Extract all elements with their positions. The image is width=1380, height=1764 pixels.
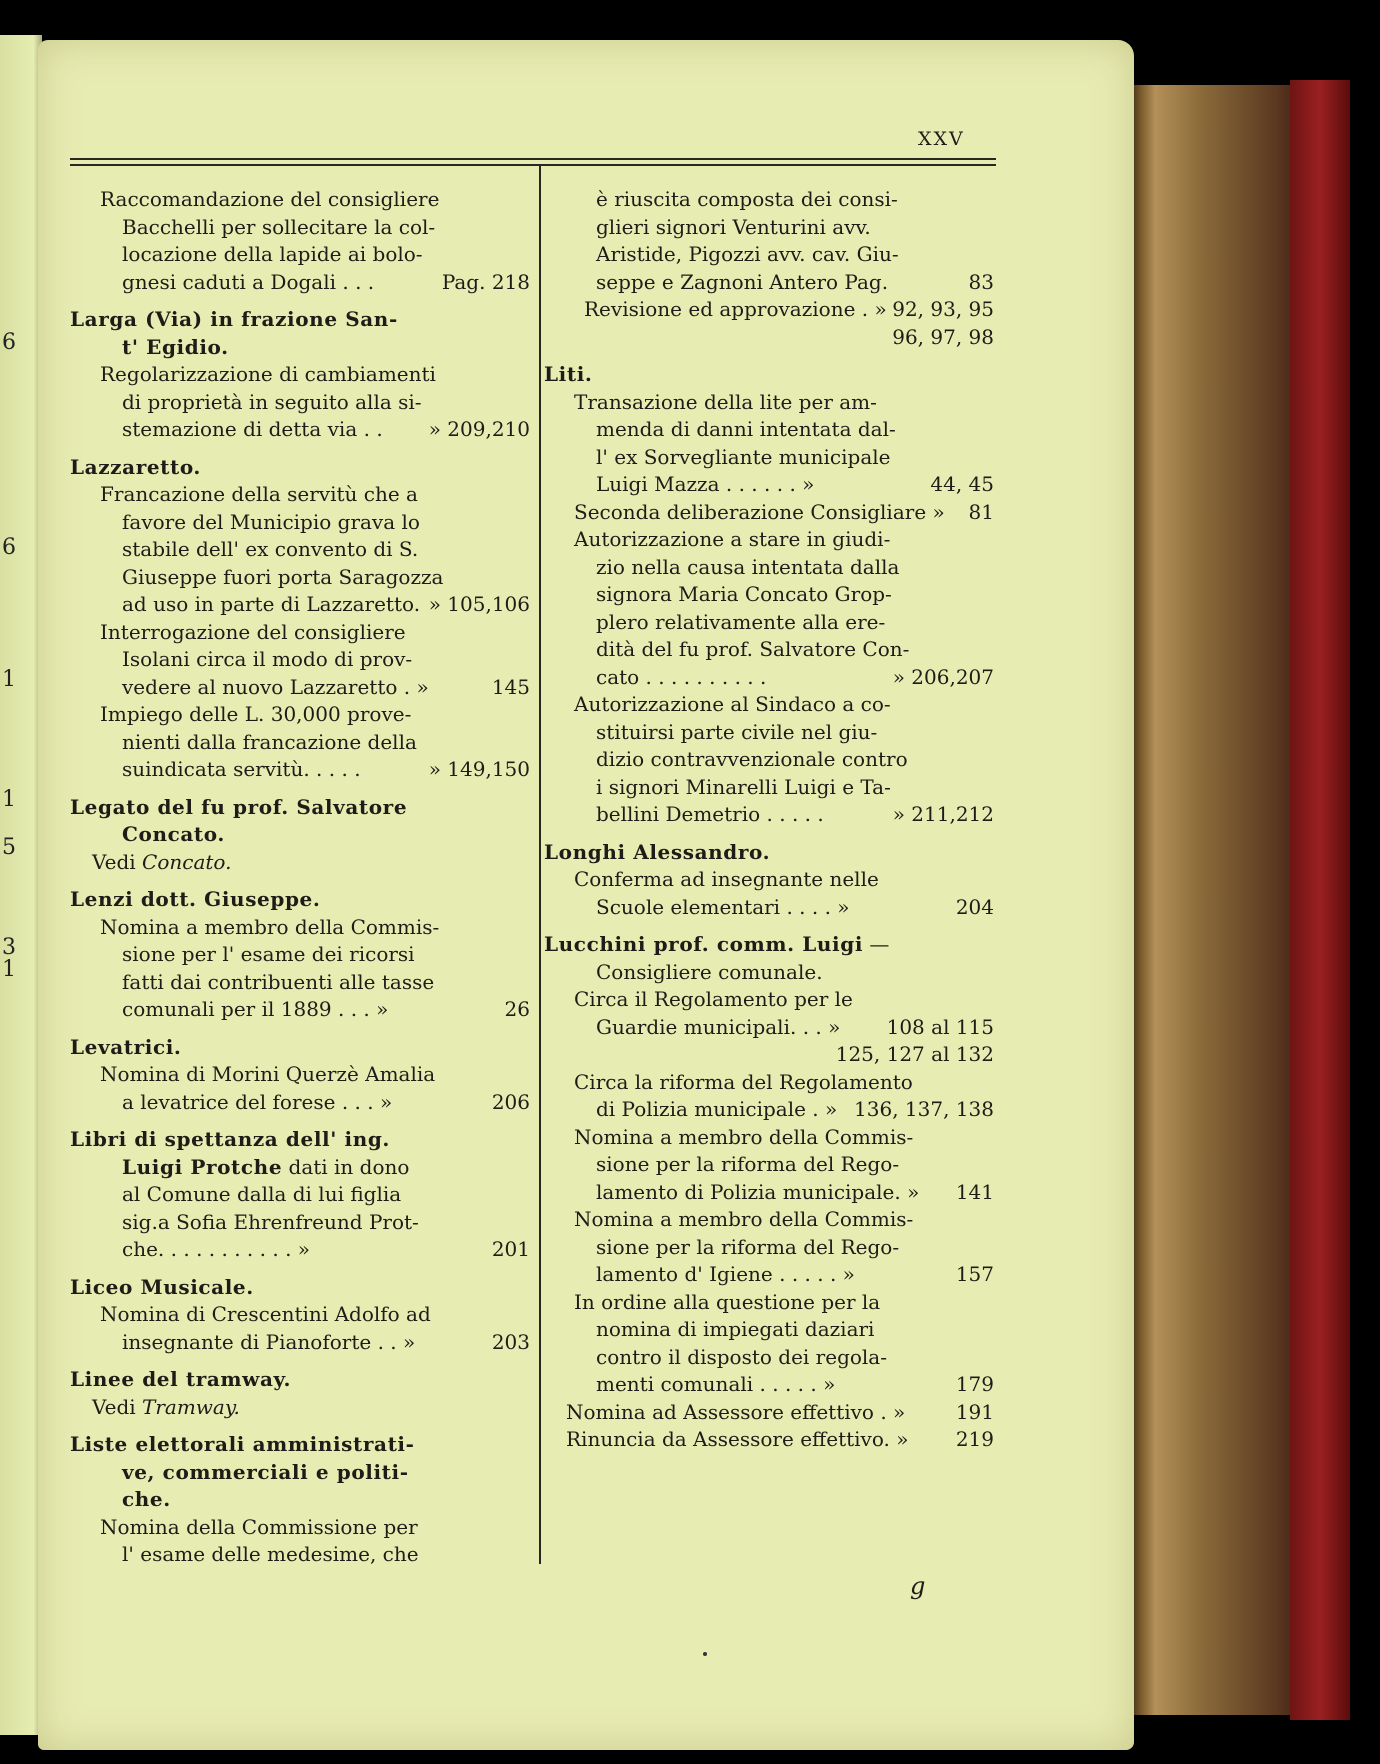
entry-line: dizio contravvenzionale contro [596,747,908,771]
entry-line: lamento d' Igiene . . . . . » [596,1262,855,1286]
entry-line: sione per la riforma del Rego- [596,1152,900,1176]
entry-line: stabile dell' ex convento di S. [122,537,419,561]
entry-line: insegnante di Pianoforte . . » [122,1329,416,1354]
entry-line: stemazione di detta via . . [122,417,383,441]
entry-line: al Comune dalla di lui figlia [122,1182,402,1206]
entry-heading: Lazzaretto. [70,454,201,479]
entry-line: Circa la riforma del Regolamento [574,1069,913,1094]
entry-line: seppe e Zagnoni Antero Pag. [596,269,889,294]
index-entry [70,306,530,444]
page-ref: 145 [491,674,530,699]
entry-line: che. . . . . . . . . . . » [122,1237,311,1261]
header-rule [70,158,996,160]
entry-line: di proprietà in seguito alla si- [122,389,422,414]
entry-line: Nomina a membro della Commis- [574,1207,914,1231]
entry-line: Interrogazione del consigliere [100,619,406,644]
entry-line: sione per l' esame dei ricorsi [122,942,415,966]
entry-line: Seconda deliberazione Consigliare » [574,499,945,524]
page-ref: 96, 97, 98 [892,324,994,349]
entry-line: glieri signori Venturini avv. [596,214,871,239]
entry-line: plero relativamente alla ere- [596,609,886,634]
entry-line: l' ex Sorvegliante municipale [596,444,891,469]
header-rule [70,164,996,166]
entry-line: contro il disposto dei regola- [596,1344,887,1369]
entry-line: Isolani circa il modo di prov- [122,647,413,671]
ink-spot [703,1652,707,1656]
entry-line: sig.a Sofia Ehrenfreund Prot- [122,1209,419,1234]
entry-line: sione per la riforma del Rego- [596,1234,900,1259]
entry-heading-line [70,1154,530,1182]
entry-line: Aristide, Pigozzi avv. cav. Giu- [596,242,899,266]
index-entry [70,1366,530,1421]
entry-line: di Polizia municipale . » [596,1097,838,1121]
entry-line: dità del fu prof. Salvatore Con- [596,637,910,661]
entry-line: Nomina a membro della Commis- [574,1124,914,1149]
book-edge [1290,80,1350,1720]
entry-line: Circa il Regolamento per le [574,987,853,1011]
entry-line: Nomina di Morini Querzè Amalia [100,1062,436,1086]
entry-line: signora Maria Concato Grop- [596,582,892,606]
index-entry [70,1274,530,1357]
page-ref: 141 [955,1179,994,1204]
page-ref: » 105,106 [428,592,530,616]
entry-heading: Libri di spettanza dell' ing. [70,1127,390,1151]
entry-line: Francazione della servitù che a [100,482,418,506]
see-reference [70,1394,530,1422]
index-entry [544,931,994,1454]
entry-line: Consigliere comunale. [596,959,823,984]
entry-line: suindicata servitù. . . . . [122,757,361,781]
page-ref: 179 [955,1372,994,1396]
page-ref: 136, 137, 138 [854,1097,994,1121]
entry-line: bellini Demetrio . . . . . [596,802,824,826]
entry-heading: Lenzi dott. Giuseppe. [70,887,321,911]
page-ref: 219 [955,1427,994,1451]
entry-line: i signori Minarelli Luigi e Ta- [596,774,891,799]
entry-heading: Longhi Alessandro. [544,839,771,864]
entry-line: menda di danni intentata dal- [596,417,896,441]
entry-line: Nomina della Commissione per [100,1514,418,1539]
entry-heading: Concato. [122,822,225,846]
entry-line: nomina di impiegati daziari [596,1317,875,1341]
page-ref: 204 [955,894,994,919]
entry-heading: Levatrici. [70,1034,182,1059]
index-entry [544,361,994,829]
book-binding [1130,85,1310,1715]
left-page-edge [0,35,42,1735]
entry-line: fatti dai contribuenti alle tasse [122,969,435,994]
entry-line: In ordine alla questione per la [574,1289,881,1314]
entry-line: lamento di Polizia municipale. » [596,1179,920,1204]
page-ref: 157 [955,1262,994,1286]
entry-line: Scuole elementari . . . . » [596,894,850,919]
entry-heading: Larga (Via) in frazione San- [70,307,398,331]
entry-line: Revisione ed approvazione . » [584,297,887,321]
entry-heading: Liti. [544,362,593,386]
entry-line: Nomina a membro della Commis- [100,914,440,939]
entry-line: comunali per il 1889 . . . » [122,997,389,1021]
page-ref: 81 [968,499,994,524]
entry-line: Nomina ad Assessore effettivo . » [566,1399,906,1424]
entry-heading: che. [122,1487,171,1511]
page-ref: 125, 127 al 132 [835,1042,994,1066]
entry-line: gnesi caduti a Dogali . . . [122,269,375,294]
entry-line: nienti dalla francazione della [122,729,417,754]
margin-digit: 1 [2,667,16,692]
index-entry [544,186,994,351]
page-ref: 191 [955,1399,994,1424]
index-entry [70,794,530,877]
page-ref: » 149,150 [428,757,530,781]
entry-line: Raccomandazione del consigliere [100,187,440,211]
page-ref: » 209,210 [428,417,530,441]
page-ref: 108 al 115 [886,1014,994,1039]
entry-line: Autorizzazione al Sindaco a co- [574,692,891,716]
index-entry [70,1034,530,1117]
entry-heading: t' Egidio. [122,334,229,359]
entry-line: vedere al nuovo Lazzaretto . » [122,674,429,699]
entry-line: locazione della lapide ai bolo- [122,242,423,266]
entry-heading: Liste elettorali amministrati- [70,1432,415,1456]
entry-line: stituirsi parte civile nel giu- [596,719,878,744]
see-label: Vedi [92,1394,136,1419]
entry-line: Regolarizzazione di cambiamenti [100,362,436,386]
see-target: Tramway. [142,1394,240,1419]
entry-line: Giuseppe fuori porta Saragozza [122,564,444,589]
index-entry [70,1431,530,1569]
entry-line: è riuscita composta dei consi- [596,187,898,211]
page-number: XXV [918,128,965,150]
margin-digit: 6 [2,330,16,355]
right-column [544,186,994,1464]
page-ref: 203 [491,1329,530,1354]
entry-line: Impiego delle L. 30,000 prove- [100,702,412,726]
see-reference [70,849,530,877]
see-target: Concato. [142,849,232,874]
entry-line: zio nella causa intentata dalla [596,554,900,579]
entry-line: Nomina di Crescentini Adolfo ad [100,1302,431,1326]
signature-mark: g [910,1572,926,1600]
margin-digit: 1 [2,787,16,812]
entry-heading: ve, commerciali e politi- [122,1459,409,1484]
entry-line: Conferma ad insegnante nelle [574,867,879,891]
index-entry [70,186,530,296]
entry-line: a levatrice del forese . . . » [122,1089,393,1114]
margin-digit: 1 [2,957,16,982]
entry-line: Guardie municipali. . . » [596,1014,841,1039]
entry-line: Transazione della lite per am- [574,389,877,414]
entry-line: menti comunali . . . . . » [596,1372,836,1396]
index-entry [70,1126,530,1264]
entry-line: cato . . . . . . . . . . [596,664,767,689]
entry-heading: Legato del fu prof. Salvatore [70,794,408,819]
entry-line: Luigi Mazza . . . . . . » [596,472,815,496]
entry-dash: — [863,932,890,956]
page-ref: 92, 93, 95 [892,297,994,321]
entry-heading: Lucchini prof. comm. Luigi [544,932,864,956]
entry-heading: Linee del tramway. [70,1367,292,1391]
page-ref: Pag. 218 [441,269,530,294]
page-ref: 83 [968,269,994,294]
entry-heading: Luigi Protche [122,1154,283,1179]
page-ref: 26 [504,997,530,1021]
margin-digit: 3 [2,935,16,960]
entry-heading-line [544,931,994,959]
index-entry [544,839,994,922]
page-ref: 201 [491,1237,530,1261]
page-ref: 206 [491,1089,530,1114]
margin-digit: 5 [2,835,16,860]
index-entry [70,886,530,1024]
entry-line: Rinuncia da Assessore effettivo. » [566,1427,909,1451]
entry-line: l' esame delle medesime, che [122,1542,419,1566]
index-entry [70,454,530,784]
entry-line: dati in dono [282,1154,410,1179]
column-divider [539,164,541,1564]
entry-line: favore del Municipio grava lo [122,509,420,534]
entry-heading: Liceo Musicale. [70,1274,254,1299]
page-ref: » 206,207 [892,664,994,689]
entry-line: Autorizzazione a stare in giudi- [574,527,891,551]
left-column [70,186,530,1579]
entry-line: ad uso in parte di Lazzaretto. [122,592,421,616]
page-ref: » 211,212 [892,802,994,826]
see-label: Vedi [92,849,136,874]
entry-line: Bacchelli per sollecitare la col- [122,214,436,239]
margin-digit: 6 [2,535,16,560]
page-ref: 44, 45 [930,472,994,496]
